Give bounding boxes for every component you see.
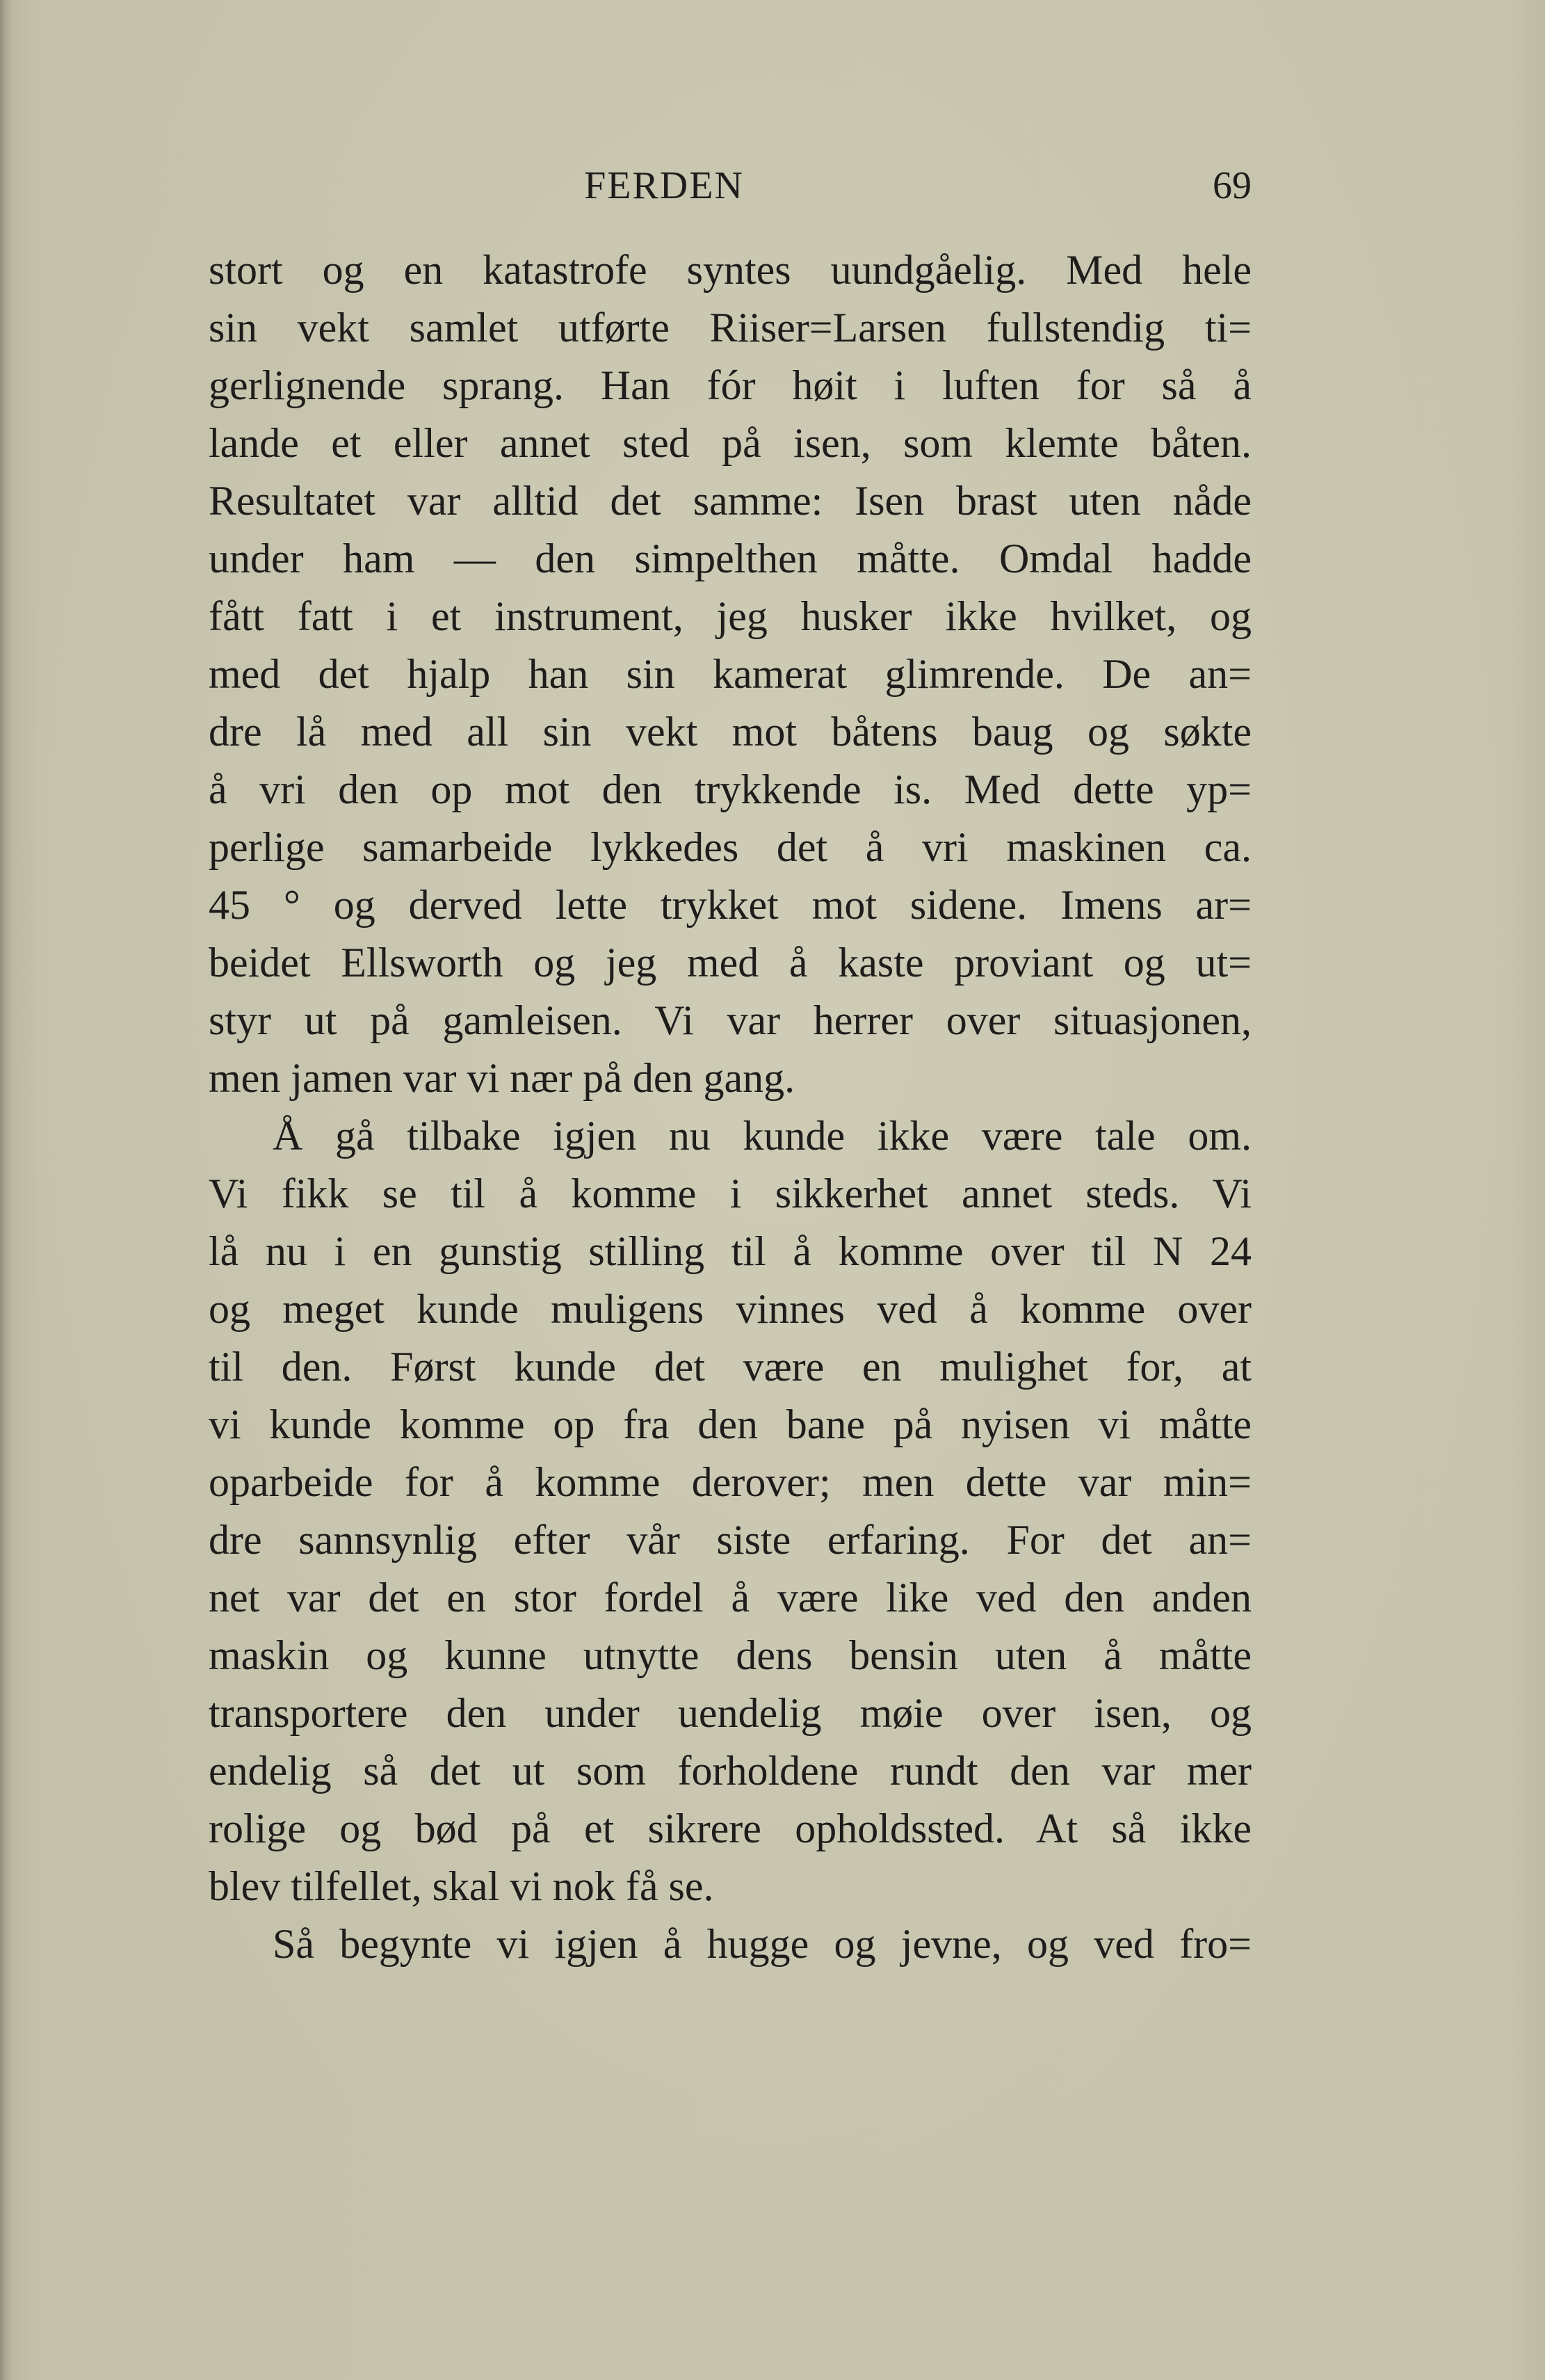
text-line: perlige samarbeide lykkedes det å vri maskinen ca. xyxy=(209,824,1252,870)
text-line: med det hjalp han sin kamerat glimrende. De an= xyxy=(209,651,1252,697)
running-head xyxy=(209,154,1252,217)
text-line: endelig så det ut som forholdene rundt den var mer xyxy=(209,1748,1252,1794)
text-line: gerlignende sprang. Han fór høit i luften for så å xyxy=(209,362,1252,408)
text-line: oparbeide for å komme derover; men dette var min= xyxy=(209,1459,1252,1505)
text-line: Å gå tilbake igjen nu kunde ikke være tale om. xyxy=(273,1113,1252,1159)
text-line: Så begynte vi igjen å hugge og jevne, og ved fro= xyxy=(273,1921,1252,1967)
text-line: fått fatt i et instrument, jeg husker ikke hvilket, og xyxy=(209,593,1252,639)
text-line: beidet Ellsworth og jeg med å kaste proviant og ut= xyxy=(209,940,1252,986)
body-text xyxy=(209,241,1252,1973)
text-line: dre sannsynlig efter vår siste erfaring. For det an= xyxy=(209,1517,1252,1563)
text-line: net var det en stor fordel å være like ved den anden xyxy=(209,1575,1252,1621)
page-number: 69 xyxy=(1213,164,1252,207)
running-title: FERDEN xyxy=(584,164,744,207)
text-line: til den. Først kunde det være en mulighet for, at xyxy=(209,1344,1252,1390)
text-line: og meget kunde muligens vinnes ved å komme over xyxy=(209,1286,1252,1332)
text-line: blev tilfellet, skal vi nok få se. xyxy=(209,1863,714,1909)
text-line: lå nu i en gunstig stilling til å komme over til N 24 xyxy=(209,1228,1252,1274)
text-line: maskin og kunne utnytte dens bensin uten å måtte xyxy=(209,1632,1252,1678)
text-line: stort og en katastrofe syntes uundgåelig. Med hele xyxy=(209,247,1252,293)
text-line: under ham — den simpelthen måtte. Omdal hadde xyxy=(209,536,1252,581)
text-line: rolige og bød på et sikrere opholdssted. At så ikke xyxy=(209,1806,1252,1851)
text-line: Resultatet var alltid det samme: Isen brast uten nåde xyxy=(209,478,1252,524)
text-line: lande et eller annet sted på isen, som klemte båten. xyxy=(209,420,1252,466)
text-line: men jamen var vi nær på den gang. xyxy=(209,1055,795,1101)
text-line: vi kunde komme op fra den bane på nyisen vi måtte xyxy=(209,1401,1252,1447)
text-line: dre lå med all sin vekt mot båtens baug og søkte xyxy=(209,709,1252,755)
text-line: Vi fikk se til å komme i sikkerhet annet steds. Vi xyxy=(209,1171,1252,1216)
text-line: transportere den under uendelig møie over isen, og xyxy=(209,1690,1252,1736)
page-edge-shadow xyxy=(0,0,13,2380)
text-line: styr ut på gamleisen. Vi var herrer over situasjonen, xyxy=(209,997,1252,1043)
text-line: 45 ° og derved lette trykket mot sidene. Imens ar= xyxy=(209,882,1252,928)
text-line: å vri den op mot den trykkende is. Med dette yp= xyxy=(209,766,1252,812)
text-line: sin vekt samlet utførte Riiser=Larsen fullstendig ti= xyxy=(209,305,1252,351)
